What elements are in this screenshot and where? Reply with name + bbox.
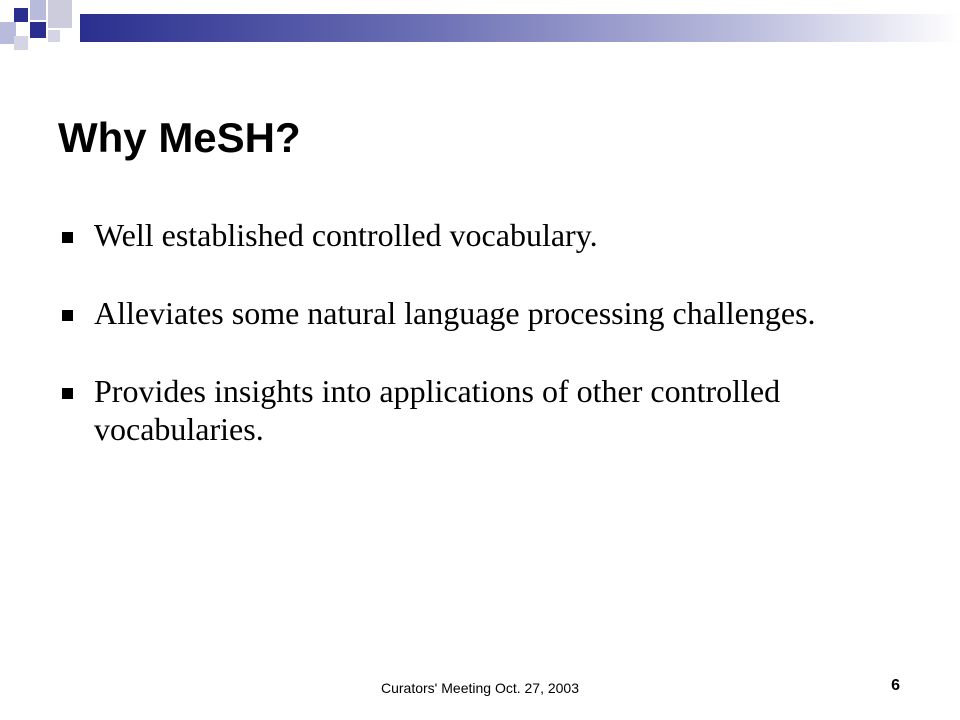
deco-square	[48, 30, 60, 42]
deco-square	[30, 22, 46, 38]
bullet-list	[62, 216, 922, 488]
bullet-item	[62, 372, 922, 448]
square-bullet-icon	[62, 310, 73, 321]
slide-title: Why MeSH?	[58, 114, 301, 161]
deco-square	[48, 0, 72, 28]
bullet-text: Provides insights into applications of other controlled vocabularies.	[94, 373, 781, 447]
footer-text: Curators' Meeting Oct. 27, 2003	[381, 680, 579, 696]
header-decoration	[0, 0, 960, 50]
bullet-text: Alleviates some natural language processing challenges.	[94, 295, 816, 331]
deco-square	[14, 36, 28, 50]
square-bullet-icon	[62, 232, 73, 243]
deco-square	[30, 0, 46, 20]
header-gradient-bar	[80, 14, 960, 42]
page-number: 6	[891, 677, 900, 694]
bullet-item	[62, 216, 922, 254]
bullet-item	[62, 294, 922, 332]
deco-square	[14, 8, 28, 22]
bullet-text: Well established controlled vocabulary.	[94, 217, 598, 253]
square-bullet-icon	[62, 388, 73, 399]
